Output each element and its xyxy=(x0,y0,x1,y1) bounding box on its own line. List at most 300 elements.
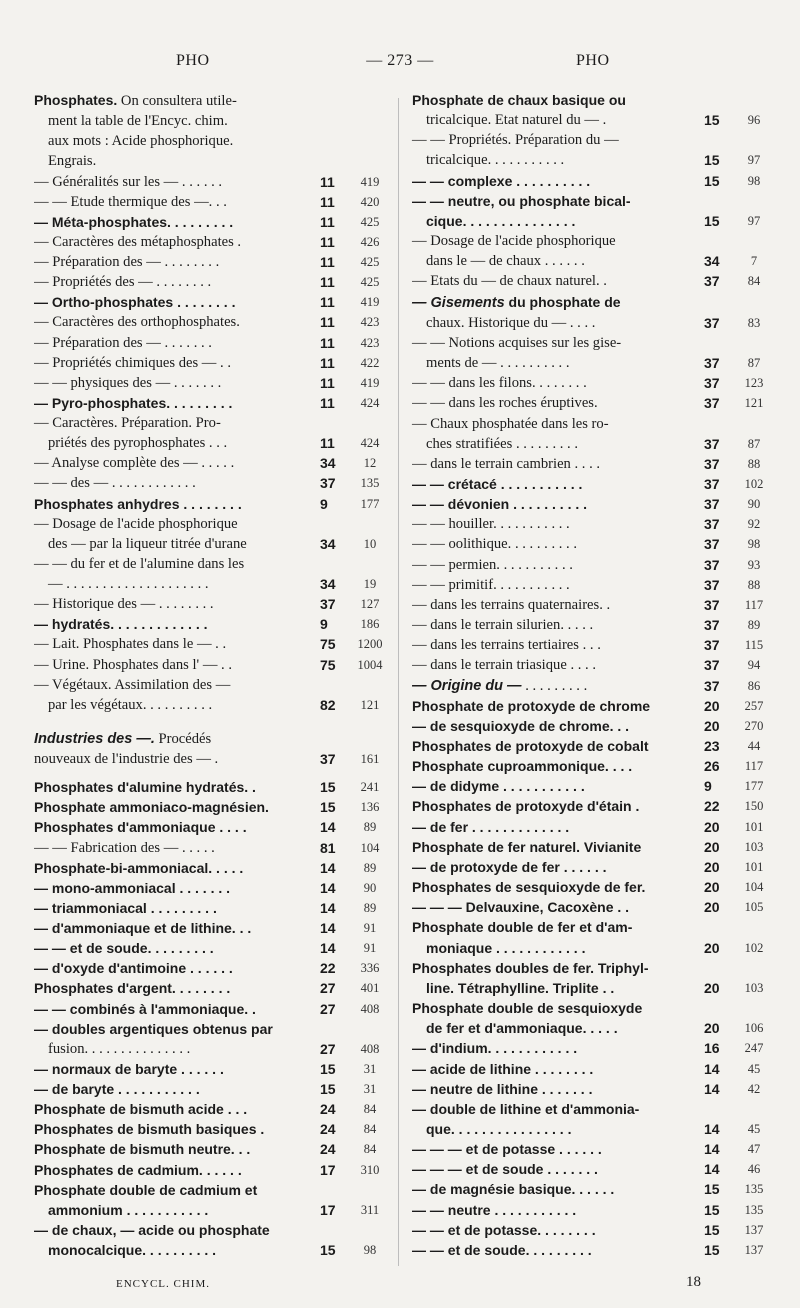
entry-line: — Dosage de l'acide phosphorique xyxy=(34,515,238,532)
volume-number: 15 xyxy=(704,112,720,129)
index-entry xyxy=(412,575,774,595)
entry-text: — Etats du — de chaux naturel. . xyxy=(412,273,607,290)
entry-text xyxy=(412,676,701,696)
index-entry xyxy=(34,614,390,634)
volume-number: 14 xyxy=(320,819,336,836)
index-entry xyxy=(412,1159,774,1179)
left-column xyxy=(34,90,390,1260)
page-number: 420 xyxy=(360,194,380,209)
volume-number: 37 xyxy=(704,314,720,331)
index-entry xyxy=(412,1018,774,1038)
index-entry xyxy=(412,1038,774,1058)
index-entry xyxy=(34,473,390,493)
volume-number: 15 xyxy=(704,1221,720,1238)
entry-text: — — et de soude. . . . . . . . . xyxy=(412,1241,592,1258)
entry-line: — Végétaux. Assimilation des — xyxy=(34,676,231,693)
entry-text: — hydratés. . . . . . . . . . . . . xyxy=(34,616,208,633)
entry-text: — acide de lithine . . . . . . . . xyxy=(412,1060,594,1077)
index-entry xyxy=(34,918,390,938)
page-number: 84 xyxy=(363,1122,377,1137)
page-number: 115 xyxy=(744,638,764,653)
volume-number: 37 xyxy=(704,576,720,593)
page-number: 102 xyxy=(744,476,764,491)
index-entry xyxy=(412,393,774,413)
index-entry xyxy=(34,1240,390,1260)
volume-number: 20 xyxy=(704,899,720,916)
index-entry xyxy=(412,837,774,857)
index-entry xyxy=(34,797,390,817)
page-number: 89 xyxy=(363,820,377,835)
volume-number: 37 xyxy=(704,637,720,654)
entry-text: — dans les terrains quaternaires. . xyxy=(412,596,611,613)
volume-number: 81 xyxy=(320,839,336,856)
entry-text: — Préparation des — . . . . . . . . xyxy=(34,254,220,270)
page-number: 121 xyxy=(360,697,380,712)
entry-text: Phosphates de bismuth basiques . xyxy=(34,1121,265,1138)
volume-number: 37 xyxy=(320,475,336,492)
column-divider xyxy=(398,98,399,1266)
page-number: 45 xyxy=(747,1061,761,1076)
subsection-heading-italic: — Gisements xyxy=(412,294,505,311)
section-heading-italic: Industries des —. xyxy=(34,730,155,747)
entry-text: des — par la liqueur titrée d'urane xyxy=(48,535,247,552)
entry-text: — — physiques des — . . . . . . . xyxy=(34,374,222,391)
page-number: 84 xyxy=(363,1142,377,1157)
entry-text: — — — Delvauxine, Cacoxène . . xyxy=(412,899,630,916)
volume-number: 15 xyxy=(704,152,720,169)
index-entry xyxy=(412,150,774,170)
section-heading-rest: Procédés xyxy=(154,730,212,747)
volume-number: 15 xyxy=(320,799,336,816)
page-number: 257 xyxy=(744,698,764,713)
index-entry xyxy=(412,494,774,514)
volume-number: 37 xyxy=(704,516,720,533)
entry-text: Phosphate cuproammonique. . . . xyxy=(412,758,633,775)
volume-number: 34 xyxy=(320,535,336,552)
index-entry xyxy=(412,897,774,917)
index-entry xyxy=(412,615,774,635)
volume-number: 11 xyxy=(320,394,335,411)
entry-text: — Analyse complète des — . . . . . xyxy=(34,455,235,472)
volume-number: 15 xyxy=(320,779,336,796)
volume-number: 20 xyxy=(704,838,720,855)
page-number: 98 xyxy=(363,1243,377,1257)
entry-text: — — complexe . . . . . . . . . . xyxy=(412,172,591,189)
entry-text: Phosphates d'alumine hydratés. . xyxy=(34,779,256,796)
index-entry xyxy=(34,172,390,192)
index-entry xyxy=(34,878,390,898)
page-number: 104 xyxy=(360,840,380,855)
entry-text: — de protoxyde de fer . . . . . . xyxy=(412,858,607,875)
page-number: 177 xyxy=(360,496,380,511)
index-entry xyxy=(412,655,774,675)
index-entry xyxy=(34,1200,390,1220)
entry-text: tricalcique. Etat naturel du — . xyxy=(426,112,607,129)
entry-line: ment la table de l'Encyc. chim. xyxy=(48,113,228,130)
index-entry xyxy=(412,1179,774,1199)
index-entry xyxy=(34,232,390,252)
volume-number: 37 xyxy=(320,751,336,767)
entry-text: moniaque . . . . . . . . . . . . xyxy=(426,939,586,956)
volume-number: 15 xyxy=(704,172,720,189)
index-entry xyxy=(34,1119,390,1139)
index-entry xyxy=(412,978,774,998)
entry-text: — de didyme . . . . . . . . . . . xyxy=(412,778,585,795)
volume-number: 23 xyxy=(704,738,720,754)
page-number: 97 xyxy=(747,153,761,168)
entry-text: — dans le terrain silurien. . . . . xyxy=(412,617,594,634)
index-entry xyxy=(412,1079,774,1099)
page-number: 84 xyxy=(363,1102,377,1117)
entry-line: — — Notions acquises sur les gise- xyxy=(412,334,622,351)
volume-number: 20 xyxy=(704,939,720,956)
right-column xyxy=(412,90,774,1260)
entry-text: cique. . . . . . . . . . . . . . . xyxy=(426,212,576,229)
volume-number: 15 xyxy=(320,1081,336,1097)
entry-line: Phosphates doubles de fer. Triphyl- xyxy=(412,959,649,976)
entry-text: — — crétacé . . . . . . . . . . . xyxy=(412,475,583,492)
volume-number: 37 xyxy=(704,395,720,412)
index-entry xyxy=(412,676,774,696)
entry-text: dans le — de chaux . . . . . . xyxy=(426,253,585,270)
entry-line: — Chaux phosphatée dans les ro- xyxy=(412,415,609,432)
entry-line: aux mots : Acide phosphorique. xyxy=(48,133,234,150)
index-entry xyxy=(34,312,390,332)
volume-number: 37 xyxy=(704,596,720,613)
page-number: 101 xyxy=(744,819,764,834)
entry-text: — neutre de lithine . . . . . . . xyxy=(412,1080,593,1097)
page-number: 91 xyxy=(363,921,377,935)
index-entry xyxy=(412,696,774,716)
volume-number: 34 xyxy=(320,576,336,592)
index-entry xyxy=(412,211,774,231)
volume-number: 22 xyxy=(320,960,336,977)
volume-number: 37 xyxy=(320,596,336,613)
page-number: 425 xyxy=(360,214,380,229)
index-entry xyxy=(34,453,390,473)
index-entry xyxy=(412,534,774,554)
page-number: 419 xyxy=(360,375,380,390)
index-entry xyxy=(412,454,774,474)
page-number: 137 xyxy=(744,1222,764,1237)
index-entry xyxy=(34,838,390,858)
page-number: 422 xyxy=(360,355,380,370)
index-entry xyxy=(412,938,774,958)
volume-number: 11 xyxy=(320,294,335,311)
page-number: 425 xyxy=(360,275,380,290)
page-number: 247 xyxy=(744,1041,764,1056)
volume-number: 37 xyxy=(704,273,720,290)
volume-number: 20 xyxy=(704,858,720,875)
page-number: 47 xyxy=(747,1142,761,1157)
header-page-number: — 273 — xyxy=(366,52,434,69)
volume-number: 11 xyxy=(320,334,335,351)
index-entry xyxy=(34,777,390,797)
index-entry xyxy=(34,333,390,353)
volume-number: 9 xyxy=(320,616,328,633)
entry-line: — de chaux, — acide ou phosphate xyxy=(34,1221,270,1238)
volume-number: 14 xyxy=(704,1120,720,1137)
page-number: 419 xyxy=(360,295,380,310)
header-right: PHO xyxy=(576,52,610,69)
page-number: 87 xyxy=(747,436,761,451)
page-number: 101 xyxy=(744,859,764,874)
volume-number: 37 xyxy=(704,355,720,372)
page-number: 1004 xyxy=(357,657,383,672)
entry-text: — dans les terrains tertiaires . . . xyxy=(412,637,601,654)
page-number: 408 xyxy=(360,1001,380,1016)
index-entry xyxy=(412,877,774,897)
entry-text: — d'indium. . . . . . . . . . . . xyxy=(412,1040,578,1057)
volume-number: 15 xyxy=(704,212,720,229)
page-number: 135 xyxy=(360,476,380,491)
entry-text: — de fer . . . . . . . . . . . . . xyxy=(412,818,570,835)
entry-text: nouveaux de l'industrie des — . xyxy=(34,751,219,767)
index-entry xyxy=(34,433,390,453)
index-entry xyxy=(34,373,390,393)
entry-text: — — primitif. . . . . . . . . . . xyxy=(412,576,570,593)
index-entry xyxy=(34,1039,390,1059)
page-number: 7 xyxy=(750,254,758,269)
entry-line: Phosphate de chaux basique ou xyxy=(412,92,626,108)
entry-text: — — oolithique. . . . . . . . . . xyxy=(412,536,577,553)
index-entry xyxy=(412,1119,774,1139)
subsection-heading xyxy=(412,292,774,313)
volume-number: 37 xyxy=(704,455,720,472)
page-number: 86 xyxy=(747,678,761,693)
entry-text: — de baryte . . . . . . . . . . . xyxy=(34,1081,200,1097)
index-entry xyxy=(412,736,774,756)
page-number: 104 xyxy=(744,880,764,895)
entry-text: — Généralités sur les — . . . . . . xyxy=(34,173,223,190)
volume-number: 15 xyxy=(704,1241,720,1258)
page-number: 136 xyxy=(360,800,380,815)
volume-number: 14 xyxy=(704,1060,720,1077)
page-number: 408 xyxy=(360,1041,380,1056)
volume-number: 14 xyxy=(320,899,336,916)
volume-number: 20 xyxy=(704,818,720,835)
page-number: 44 xyxy=(747,739,761,753)
volume-number: 37 xyxy=(704,435,720,452)
page-number: 425 xyxy=(360,255,380,269)
entry-text: — Urine. Phosphates dans l' — . . xyxy=(34,656,233,673)
entry-text: — Propriétés chimiques des — . . xyxy=(34,354,231,371)
volume-number: 11 xyxy=(320,274,335,291)
volume-number: 37 xyxy=(704,496,720,513)
page-number: 31 xyxy=(363,1082,377,1096)
page-number: 106 xyxy=(744,1021,764,1036)
volume-number: 34 xyxy=(320,455,336,472)
entry-text: monocalcique. . . . . . . . . . xyxy=(48,1242,217,1258)
volume-number: 15 xyxy=(704,1201,720,1218)
page-number: 336 xyxy=(360,961,380,976)
index-entry xyxy=(412,251,774,271)
page-number: 96 xyxy=(747,113,761,128)
volume-number: 75 xyxy=(320,656,336,673)
subsection-heading-rest: du phosphate de xyxy=(504,293,621,310)
entry-text: — — et de soude. . . . . . . . . xyxy=(34,940,214,957)
index-entry xyxy=(412,817,774,837)
entry-text: — — des — . . . . . . . . . . . . xyxy=(34,475,196,492)
index-entry xyxy=(34,534,390,554)
entry-line: Phosphate double de cadmium et xyxy=(34,1181,258,1198)
volume-number: 27 xyxy=(320,1000,336,1017)
page-number: 87 xyxy=(747,356,761,371)
volume-number: 37 xyxy=(704,556,720,573)
entry-line: — — Propriétés. Préparation du — xyxy=(412,132,619,149)
index-entry xyxy=(412,857,774,877)
index-entry xyxy=(34,858,390,878)
page-number: 401 xyxy=(360,981,380,996)
entry-text: — Historique des — . . . . . . . . xyxy=(34,596,214,613)
index-entry xyxy=(34,999,390,1019)
entry-text: — Lait. Phosphates dans le — . . xyxy=(34,636,227,653)
entry-text: — — — et de soude . . . . . . . xyxy=(412,1161,598,1178)
page-number: 89 xyxy=(747,618,761,633)
index-entry xyxy=(412,1139,774,1159)
entry-text: — Ortho-phosphates . . . . . . . . xyxy=(34,294,236,311)
volume-number: 11 xyxy=(320,213,335,230)
volume-number: 14 xyxy=(704,1141,720,1158)
entry-text: — — neutre . . . . . . . . . . . xyxy=(412,1201,577,1218)
page-number: 103 xyxy=(744,839,764,854)
entry-text: — — — et de potasse . . . . . . xyxy=(412,1141,602,1158)
entry-text: ments de — . . . . . . . . . . xyxy=(426,355,570,372)
entry-text: — — Etude thermique des —. . . xyxy=(34,193,227,210)
entry-text: Phosphates anhydres . . . . . . . . xyxy=(34,495,242,512)
page-number: 137 xyxy=(744,1242,764,1257)
volume-number: 75 xyxy=(320,636,336,653)
page-number: 150 xyxy=(744,799,764,814)
volume-number: 27 xyxy=(320,1040,336,1057)
page-header xyxy=(0,52,800,76)
volume-number: 37 xyxy=(704,475,720,492)
entry-line: Phosphate double de fer et d'am- xyxy=(412,919,633,936)
entry-text: Phosphate-bi-ammoniacal. . . . . xyxy=(34,859,244,876)
volume-number: 82 xyxy=(320,696,336,713)
index-entry xyxy=(412,271,774,291)
volume-number: 15 xyxy=(320,1060,336,1077)
volume-number: 37 xyxy=(704,536,720,553)
volume-number: 20 xyxy=(704,979,720,996)
entry-line: — Caractères. Préparation. Pro- xyxy=(34,415,221,431)
entry-line: — — du fer et de l'alumine dans les xyxy=(34,555,245,572)
index-entry xyxy=(34,1099,390,1119)
entry-text: par les végétaux. . . . . . . . . . xyxy=(48,696,213,713)
page-number: 311 xyxy=(360,1202,380,1217)
index-entry xyxy=(34,655,390,675)
page-number: 423 xyxy=(360,315,380,330)
entry-text: — d'oxyde d'antimoine . . . . . . xyxy=(34,960,233,977)
entry-text: — Pyro-phosphates. . . . . . . . . xyxy=(34,394,233,411)
index-entry xyxy=(34,1079,390,1099)
index-entry xyxy=(34,938,390,958)
entry-text: ammonium . . . . . . . . . . . xyxy=(48,1201,209,1218)
index-entry xyxy=(412,1240,774,1260)
entry-text: — mono-ammoniacal . . . . . . . xyxy=(34,879,231,896)
page-number: 83 xyxy=(747,315,761,330)
page-number: 94 xyxy=(747,658,761,673)
header-left: PHO xyxy=(176,52,210,69)
volume-number: 26 xyxy=(704,758,720,775)
index-entry xyxy=(34,594,390,614)
footer-sheet-number: 18 xyxy=(686,1274,701,1290)
volume-number: 11 xyxy=(320,435,335,452)
entry-text: — — houiller. . . . . . . . . . . xyxy=(412,516,570,533)
entry-line: — Dosage de l'acide phosphorique xyxy=(412,233,616,250)
page-number: 12 xyxy=(363,456,377,471)
entry-text: — — et de potasse. . . . . . . . xyxy=(412,1221,596,1238)
volume-number: 14 xyxy=(320,920,336,936)
entry-text: — de magnésie basique. . . . . . xyxy=(412,1181,615,1198)
index-entry xyxy=(412,474,774,494)
index-entry xyxy=(412,555,774,575)
entry-text: — — Fabrication des — . . . . . xyxy=(34,839,215,856)
index-entry xyxy=(34,393,390,413)
index-entry xyxy=(34,353,390,373)
volume-number: 27 xyxy=(320,980,336,997)
volume-number: 17 xyxy=(320,1201,336,1218)
entry-text: Phosphate de bismuth acide . . . xyxy=(34,1101,248,1118)
entry-text: — d'ammoniaque et de lithine. . . xyxy=(34,920,252,936)
volume-number: 24 xyxy=(320,1141,336,1158)
page-number: 42 xyxy=(747,1081,761,1096)
index-entry xyxy=(34,252,390,272)
volume-number: 11 xyxy=(320,254,335,270)
index-entry xyxy=(34,1160,390,1180)
volume-number: 20 xyxy=(704,717,720,734)
page-number: 89 xyxy=(363,900,377,915)
page-number: 93 xyxy=(747,557,761,572)
page-number: 424 xyxy=(360,436,380,451)
page-number: 10 xyxy=(363,536,377,551)
volume-number: 37 xyxy=(704,657,720,674)
page-number: 426 xyxy=(360,234,380,249)
index-entry xyxy=(34,212,390,232)
entry-text: Phosphate ammoniaco-magnésien. xyxy=(34,799,269,816)
page-number: 90 xyxy=(747,497,761,512)
volume-number: 15 xyxy=(704,1181,720,1198)
volume-number: 20 xyxy=(704,879,720,896)
page-number: 98 xyxy=(747,173,761,188)
entry-line: Phosphate double de sesquioxyde xyxy=(412,1000,643,1017)
volume-number: 11 xyxy=(320,314,335,331)
page-number: 117 xyxy=(744,597,764,612)
index-entry xyxy=(34,695,390,715)
entry-text: que. . . . . . . . . . . . . . . . xyxy=(426,1120,572,1137)
index-entry xyxy=(34,1059,390,1079)
entry-text: Phosphates d'ammoniaque . . . . xyxy=(34,819,247,836)
entry-line: — — neutre, ou phosphate bical- xyxy=(412,192,631,209)
entry-text: — dans le terrain cambrien . . . . xyxy=(412,455,601,472)
volume-number: 11 xyxy=(320,173,335,190)
index-entry xyxy=(412,1059,774,1079)
page-number: 177 xyxy=(744,779,764,794)
entry-text: — Propriétés des — . . . . . . . . xyxy=(34,274,212,291)
volume-number: 16 xyxy=(704,1040,720,1057)
page-number: 45 xyxy=(747,1121,761,1136)
spacer xyxy=(34,715,390,729)
index-entry xyxy=(34,978,390,998)
index-entry xyxy=(412,1200,774,1220)
page-number: 105 xyxy=(744,900,764,915)
index-entry xyxy=(412,110,774,130)
index-entry xyxy=(412,796,774,816)
volume-number: 24 xyxy=(320,1101,336,1118)
entry-text: Phosphate de fer naturel. Vivianite xyxy=(412,838,642,855)
entry-text: — — dévonien . . . . . . . . . . xyxy=(412,496,588,513)
page-number: 117 xyxy=(744,759,764,774)
